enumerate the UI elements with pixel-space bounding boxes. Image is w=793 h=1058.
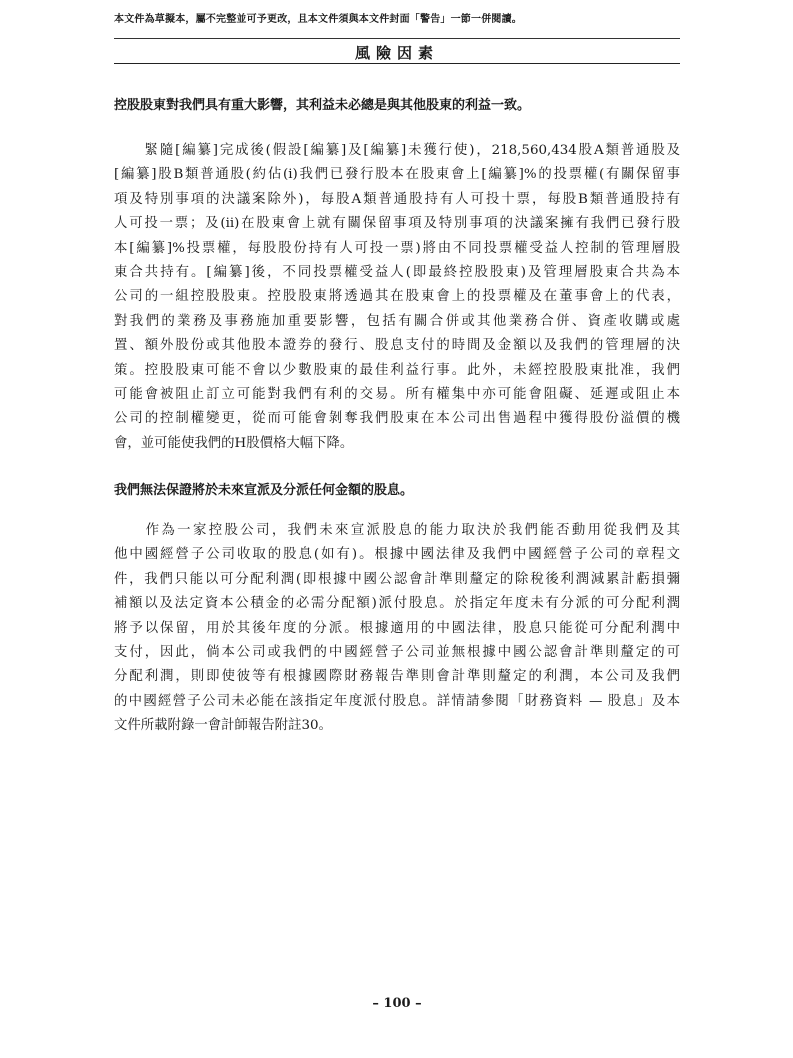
paragraph-line: 東合共持有。[編纂]後，不同投票權受益人(即最終控股股東)及管理層股東合共為本	[114, 265, 680, 281]
paragraph-line: 補額以及法定資本公積金的必需分配額)派付股息。於指定年度未有分派的可分配利潤	[114, 596, 680, 612]
paragraph-line: 的中國經營子公司未必能在該指定年度派付股息。詳情請參閱「財務資料 — 股息」及本	[114, 693, 680, 709]
risk-heading-controlling-shareholders: 控股股東對我們具有重大影響，其利益未必總是與其他股東的利益一致。	[114, 98, 531, 113]
header-rule-bottom	[114, 63, 680, 64]
paragraph-line: 對我們的業務及事務施加重要影響，包括有關合併或其他業務合併、資產收購或處	[114, 313, 680, 329]
paragraph-line: 作為一家控股公司，我們未來宣派股息的能力取決於我們能否動用從我們及其	[114, 523, 680, 538]
paragraph-line: 文件所載附錄一會計師報告附註30。	[114, 718, 332, 734]
draft-notice: 本文件為草擬本，屬不完整並可予更改，且本文件須與本文件封面「警告」一節一併閱讀。	[114, 14, 522, 25]
header-rule-top	[114, 38, 680, 39]
paragraph-controlling-shareholders	[114, 139, 680, 456]
paragraph-line: 將予以保留，用於其後年度的分派。根據適用的中國法律，股息只能從可分配利潤中	[114, 620, 680, 636]
paragraph-line: 公司的控制權變更，從而可能會剝奪我們股東在本公司出售過程中獲得股份溢價的機	[114, 411, 680, 427]
paragraph-line: 人可投一票；及(ii)在股東會上就有關保留事項及特別事項的決議案擁有我們已發行股	[114, 216, 680, 232]
paragraph-line: 件，我們只能以可分配利潤(即根據中國公認會計準則釐定的除稅後利潤減累計虧損彌	[114, 571, 680, 587]
paragraph-line: [編纂]股B類普通股(約佔(i)我們已發行股本在股東會上[編纂]%的投票權(有關保留事	[114, 167, 680, 183]
paragraph-line: 支付，因此，倘本公司或我們的中國經營子公司並無根據中國公認會計準則釐定的可	[114, 645, 680, 661]
paragraph-line: 置、額外股份或其他股本證券的發行、股息支付的時間及金額以及我們的管理層的決	[114, 338, 680, 354]
paragraph-dividends	[114, 519, 680, 739]
paragraph-line: 會，並可能使我們的H股價格大幅下降。	[114, 435, 354, 451]
paragraph-line: 可能會被阻止訂立可能對我們有利的交易。所有權集中亦可能會阻礙、延遲或阻止本	[114, 387, 680, 403]
paragraph-line: 他中國經營子公司收取的股息(如有)。根據中國法律及我們中國經營子公司的章程文	[114, 547, 680, 563]
paragraph-line: 公司的一組控股股東。控股股東將透過其在股東會上的投票權及在董事會上的代表，	[114, 289, 680, 305]
paragraph-line: 緊隨[編纂]完成後(假設[編纂]及[編纂]未獲行使)，218,560,434股A類普通股及	[114, 143, 680, 158]
section-title: 風險因素	[354, 44, 439, 62]
risk-heading-dividends: 我們無法保證將於未來宣派及分派任何金額的股息。	[114, 483, 414, 498]
paragraph-line: 本[編纂]%投票權，每股股份持有人可投一票)將由不同投票權受益人控制的管理層股	[114, 240, 680, 256]
page-number: – 100 –	[372, 996, 422, 1011]
paragraph-line: 策。控股股東可能不會以少數股東的最佳利益行事。此外，未經控股股東批准，我們	[114, 362, 680, 378]
paragraph-line: 分配利潤，則即使彼等有根據國際財務報告準則會計準則釐定的利潤，本公司及我們	[114, 669, 680, 685]
paragraph-line: 項及特別事項的決議案除外)，每股A類普通股持有人可投十票，每股B類普通股持有	[114, 191, 680, 207]
